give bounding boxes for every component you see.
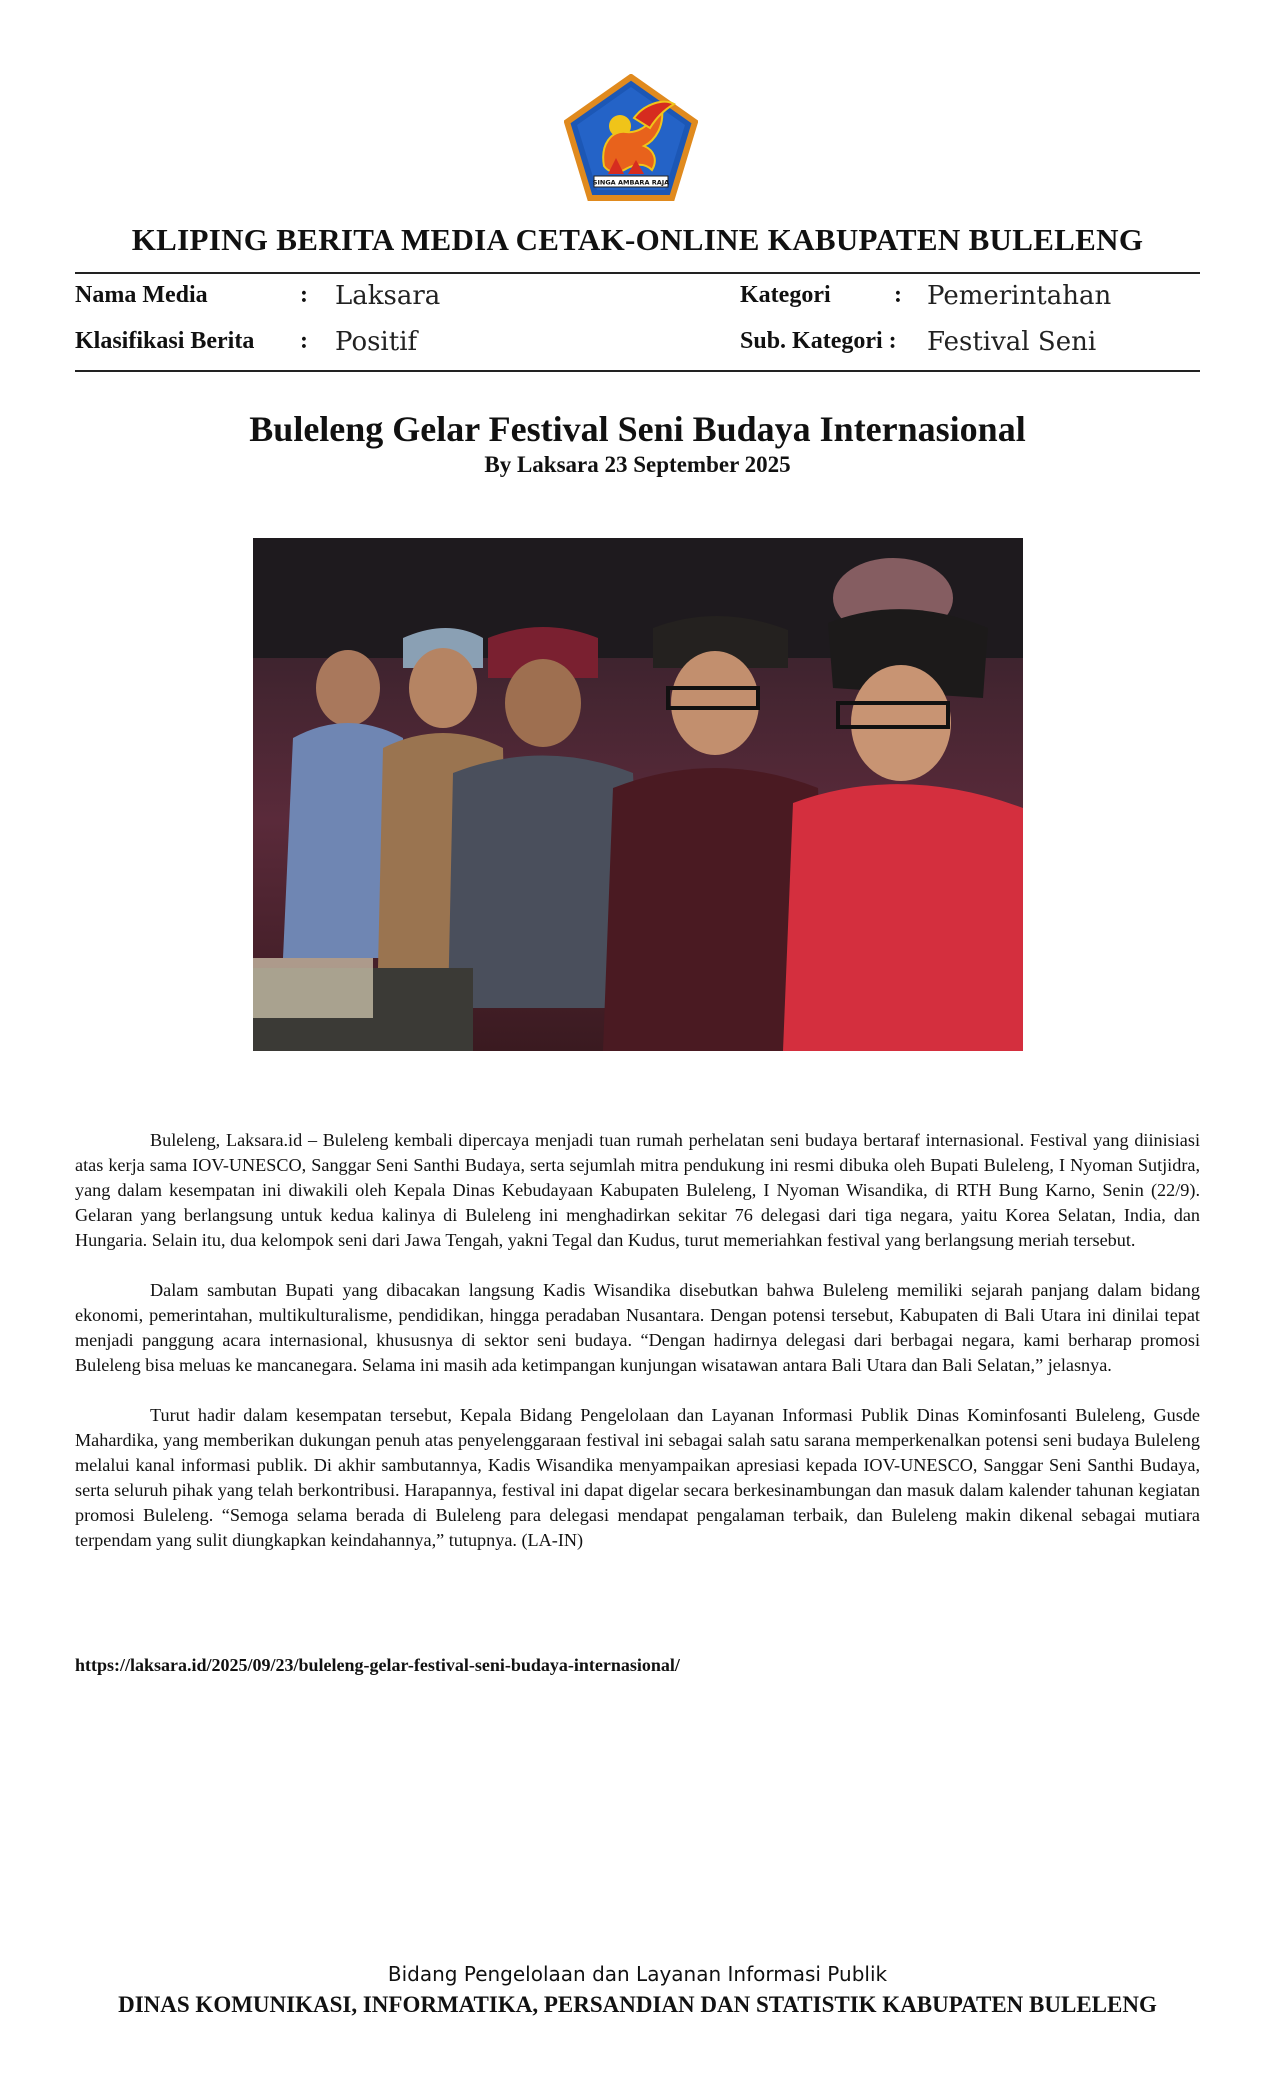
media-name-value: Laksara [335, 281, 441, 311]
classification-colon: : [300, 328, 308, 354]
media-name-colon: : [300, 282, 308, 308]
article-title: Buleleng Gelar Festival Seni Budaya Internasional [249, 409, 1026, 449]
category-value: Pemerintahan [927, 281, 1112, 311]
sub-category-value: Festival Seni [927, 327, 1097, 357]
article-paragraph: Dalam sambutan Bupati yang dibacakan langsung Kadis Wisandika disebutkan bahwa Buleleng memiliki sejarah panjang dalam bidang ekonomi, pemerintahan, multikulturalisme, pendidikan, hingga peradaban Nusantara. Dengan potensi tersebut, Kabupaten di Bali Utara ini dinilai tepat menjadi panggung acara internasional, khususnya di sektor seni budaya. “Dengan hadirnya delegasi dari berbagai negara, kami berharap promosi Buleleng bisa meluas ke mancanegara. Selama ini masih ada ketimpangan kunjungan wisatawan antara Bali Utara dan Bali Selatan,” jelasnya. [75, 1280, 1200, 1375]
article-body [75, 1128, 1200, 1578]
clipping-title: KLIPING BERITA MEDIA CETAK-ONLINE KABUPATEN BULELENG [131, 222, 1144, 257]
category-colon: : [894, 282, 902, 308]
media-name-label: Nama Media [75, 282, 208, 308]
logo-motto: SINGA AMBARA RAJA [592, 178, 670, 187]
category-label: Kategori [740, 282, 831, 308]
meta-divider [75, 370, 1200, 372]
article-byline: By Laksara 23 September 2025 [484, 452, 791, 477]
sub-category-label: Sub. Kategori : [740, 328, 897, 354]
footer-agency: DINAS KOMUNIKASI, INFORMATIKA, PERSANDIAN DAN STATISTIK KABUPATEN BULELENG [118, 1992, 1157, 2017]
article-photo [253, 538, 1023, 1051]
article-paragraph: Turut hadir dalam kesempatan tersebut, Kepala Bidang Pengelolaan dan Layanan Informasi Publik Dinas Kominfosanti Buleleng, Gusde Mahardika, yang memberikan dukungan penuh atas penyelenggaraan festival ini sebagai salah satu sarana memperkenalkan potensi seni budaya Buleleng melalui kanal informasi publik. Di akhir sambutannya, Kadis Wisandika menyampaikan apresiasi kepada IOV-UNESCO, Sanggar Seni Santhi Budaya, serta seluruh pihak yang telah berkontribusi. Harapannya, festival ini dapat digelar secara berkesinambungan dan masuk dalam kalender tahunan kegiatan promosi Buleleng. “Semoga selama berada di Buleleng para delegasi mendapat pengalaman terbaik, dan Buleleng makin dikenal sebagai mutiara terpendam yang sulit diungkapkan keindahannya,” tutupnya. (LA-IN) [75, 1405, 1200, 1550]
header-divider [75, 272, 1200, 274]
classification-value: Positif [335, 327, 418, 357]
article-paragraph: Buleleng, Laksara.id – Buleleng kembali dipercaya menjadi tuan rumah perhelatan seni budaya bertaraf internasional. Festival yang diinisiasi atas kerja sama IOV-UNESCO, Sanggar Seni Santhi Budaya, serta sejumlah mitra pendukung ini resmi dibuka oleh Bupati Buleleng, I Nyoman Sutjidra, yang dalam kesempatan ini diwakili oleh Kepala Dinas Kebudayaan Kabupaten Buleleng, I Nyoman Wisandika, di RTH Bung Karno, Senin (22/9). Gelaran yang berlangsung untuk kedua kalinya di Buleleng ini menghadirkan sekitar 76 delegasi dari tiga negara, yaitu Korea Selatan, India, dan Hungaria. Selain itu, dua kelompok seni dari Jawa Tengah, yakni Tegal dan Kudus, turut memeriahkan festival yang berlangsung meriah tersebut. [75, 1130, 1200, 1250]
source-url: https://laksara.id/2025/09/23/buleleng-gelar-festival-seni-budaya-internasional/ [75, 1655, 680, 1675]
buleleng-regency-logo [564, 74, 698, 202]
classification-label: Klasifikasi Berita [75, 328, 255, 354]
footer-division: Bidang Pengelolaan dan Layanan Informasi Publik [387, 1962, 888, 1986]
